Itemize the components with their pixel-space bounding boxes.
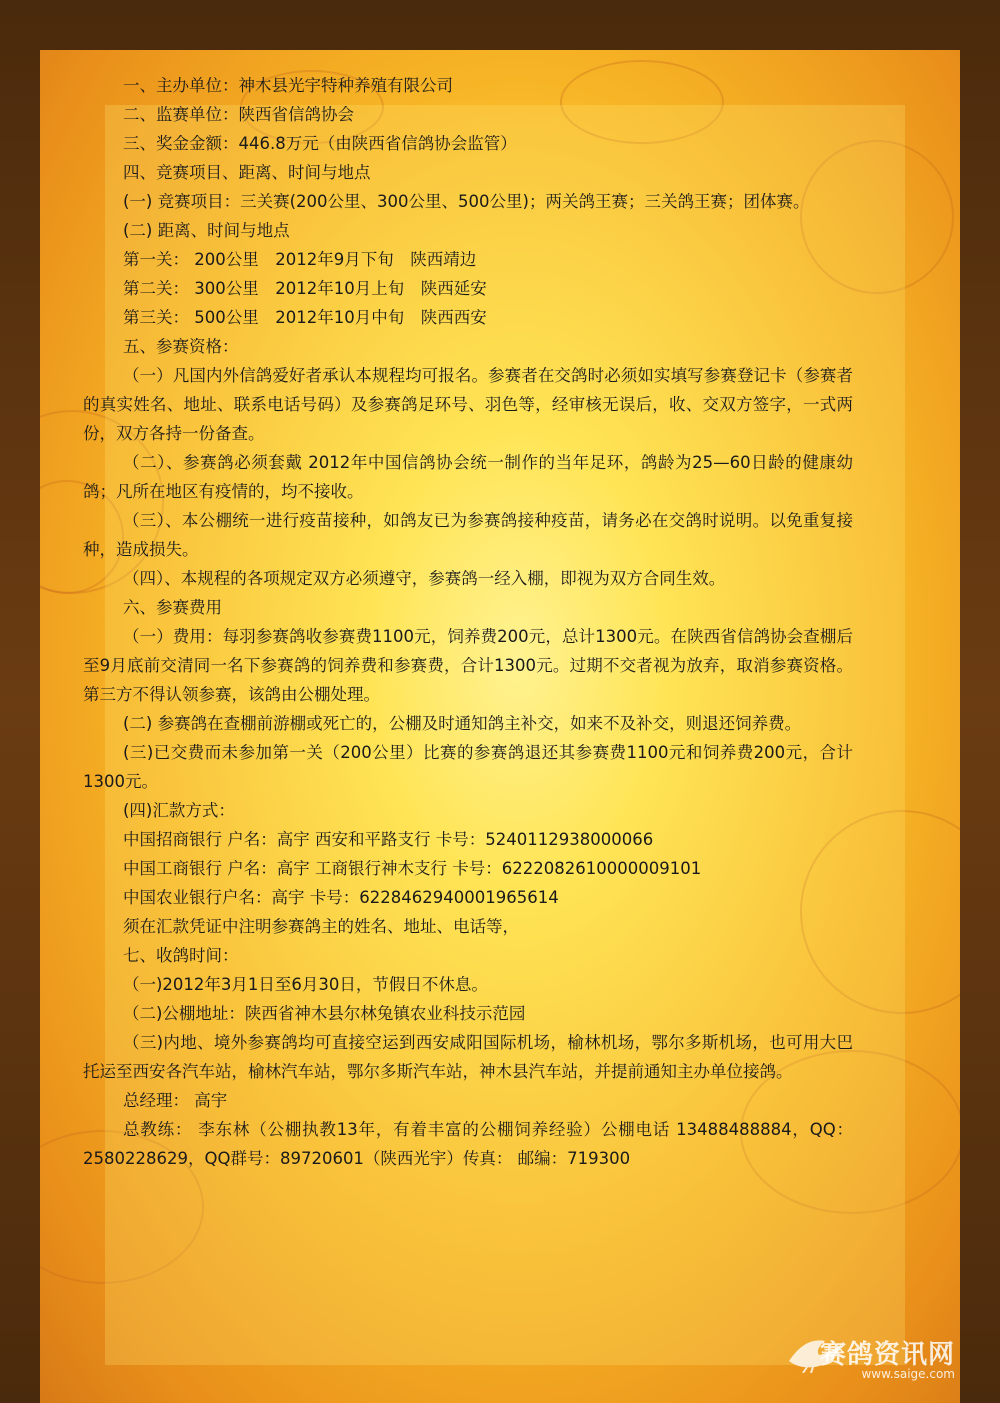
section-organizer: 一、主办单位：神木县光宇特种养殖有限公司 — [123, 76, 453, 95]
eligibility-item-2: （二）、参赛鸽必须套戴 2012年中国信鸽协会统一制作的当年足环，鸽龄为25—60日龄的健康幼鸽；凡所在地区有疫情的，均不接收。 — [83, 453, 853, 501]
eligibility-item-1: （一）凡国内外信鸽爱好者承认本规程均可报名。参赛者在交鸽时必须如实填写参赛登记卡（参赛者的真实姓名、地址、联系电话号码）及参赛鸽足环号、羽色等，经审核无误后，收、交双方签字，一式两份，双方各持一份备查。 — [83, 366, 853, 443]
head-coach-contact: 总教练： 李东林（公棚执教13年，有着丰富的公棚饲养经验）公棚电话 13488488884，QQ：2580228629，QQ群号：89720601（陕西光宇）传真： 邮编：719300 — [83, 1120, 853, 1168]
stage-2: 第二关： 300公里 2012年10月上旬 陕西延安 — [123, 279, 487, 298]
fees-item-2: (二) 参赛鸽在查棚前游棚或死亡的，公棚及时通知鸽主补交，如来不及补交，则退还饲养费。 — [123, 714, 802, 733]
eligibility-item-4: （四）、本规程的各项规定双方必须遵守，参赛鸽一经入棚，即视为双方合同生效。 — [123, 569, 726, 588]
stage-1: 第一关： 200公里 2012年9月下旬 陕西靖边 — [123, 250, 477, 269]
bank-account-cmb: 中国招商银行 户名：高宇 西安和平路支行 卡号：5240112938000066 — [123, 830, 654, 849]
fees-item-3: (三)已交费而未参加第一关（200公里）比赛的参赛鸽退还其参赛费1100元和饲养费200元，合计1300元。 — [83, 743, 853, 791]
watermark-title: 赛鸽资讯网 — [819, 1340, 955, 1370]
loft-address: （二)公棚地址：陕西省神木县尔林兔镇农业科技示范园 — [123, 1004, 526, 1023]
distance-heading: (二) 距离、时间与地点 — [123, 221, 290, 240]
eligibility-item-3: （三）、本公棚统一进行疫苗接种，如鸽友已为参赛鸽接种疫苗，请务必在交鸽时说明。以免重复接种，造成损失。 — [83, 511, 853, 559]
watermark-url: www.saige.com — [861, 1367, 955, 1381]
section-prize: 三、奖金金额：446.8万元（由陕西省信鸽协会监管） — [123, 134, 517, 153]
bank-account-icbc: 中国工商银行 户名：高宇 工商银行神木支行 卡号：6222082610000009101 — [123, 859, 702, 878]
shipping-info: （三)内地、境外参赛鸽均可直接空运到西安咸阳国际机场，榆林机场，鄂尔多斯机场，也可用大巴托运至西安各汽车站，榆林汽车站，鄂尔多斯汽车站，神木县汽车站，并提前通知主办单位接鸽。 — [83, 1033, 853, 1081]
payment-heading: (四)汇款方式： — [123, 801, 235, 820]
regulation-text — [83, 71, 853, 1173]
collection-dates: （一)2012年3月1日至6月30日，节假日不休息。 — [123, 975, 488, 994]
payment-note: 须在汇款凭证中注明参赛鸽主的姓名、地址、电话等， — [123, 917, 519, 936]
section-fees-heading: 六、参赛费用 — [123, 598, 222, 617]
events-list: (一) 竞赛项目：三关赛(200公里、300公里、500公里)；两关鸽王赛；三关鸽王赛；团体赛。 — [123, 192, 810, 211]
fees-item-1: （一）费用：每羽参赛鸽收参赛费1100元，饲养费200元，总计1300元。在陕西省信鸽协会查棚后至9月底前交清同一名下参赛鸽的饲养费和参赛费，合计1300元。过期不交者视为放弃，取消参赛资格。第三方不得认领参赛，该鸽由公棚处理。 — [83, 627, 853, 704]
section-events-heading: 四、竞赛项目、距离、时间与地点 — [123, 163, 371, 182]
section-collection-heading: 七、收鸽时间： — [123, 946, 239, 965]
general-manager: 总经理： 高宇 — [123, 1091, 228, 1110]
section-eligibility-heading: 五、参赛资格： — [123, 337, 239, 356]
bank-account-abc: 中国农业银行户名：高宇 卡号：6228462940001965614 — [123, 888, 559, 907]
site-watermark — [820, 1334, 955, 1381]
section-supervisor: 二、监赛单位：陕西省信鸽协会 — [123, 105, 354, 124]
stage-3: 第三关： 500公里 2012年10月中旬 陕西西安 — [123, 308, 487, 327]
